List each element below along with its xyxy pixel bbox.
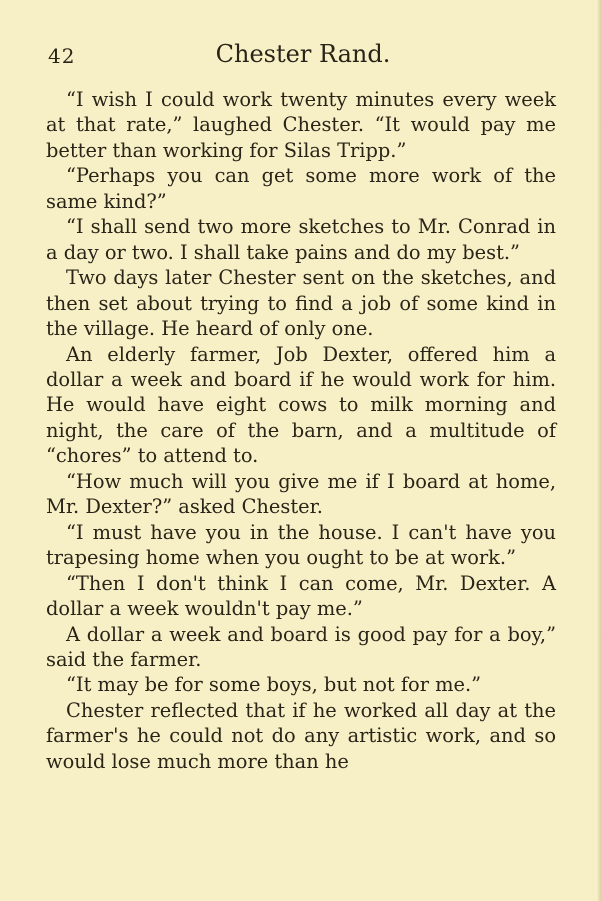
paragraph: A dollar a week and board is good pay for a boy,” said the farmer. [46, 622, 556, 671]
paragraph: “Perhaps you can get some more work of the same kind?” [46, 164, 556, 213]
page-edge-shadow [597, 0, 601, 901]
paragraph: “How much will you give me if I board at home, Mr. Dexter?” asked Chester. [46, 469, 556, 519]
paragraph: Two days later Chester sent on the sketches, and then set about trying to find a job of some kind in the village. He heard of only one. [46, 266, 556, 341]
paragraph: “I shall send two more sketches to Mr. Conrad in a day or two. I shall take pains and do my best.” [46, 215, 556, 264]
paragraph: An elderly farmer, Job Dexter, offered him a dollar a week and board if he would work for him. He would have eight cows to milk morning and night, the care of the barn, and a multitude of “chores” to attend to. [46, 342, 556, 468]
paragraph: “Then I don't think I can come, Mr. Dexter. A dollar a week wouldn't pay me.” [46, 571, 556, 621]
page-header [48, 40, 558, 74]
paragraph: Chester reflected that if he worked all day at the farmer's he could not do any artistic work, and so would lose much more than he [46, 698, 556, 773]
page-body [46, 87, 556, 774]
paragraph: “It may be for some boys, but not for me.” [66, 673, 482, 697]
page-number: 42 [48, 44, 76, 68]
paragraph: “I must have you in the house. I can't have you trapesing home when you ought to be at work.” [46, 520, 556, 570]
running-head: Chester Rand. [215, 40, 391, 68]
paragraph: “I wish I could work twenty minutes every week at that rate,” laughed Chester. “It would pay me better than working for Silas Tripp.” [46, 88, 556, 162]
